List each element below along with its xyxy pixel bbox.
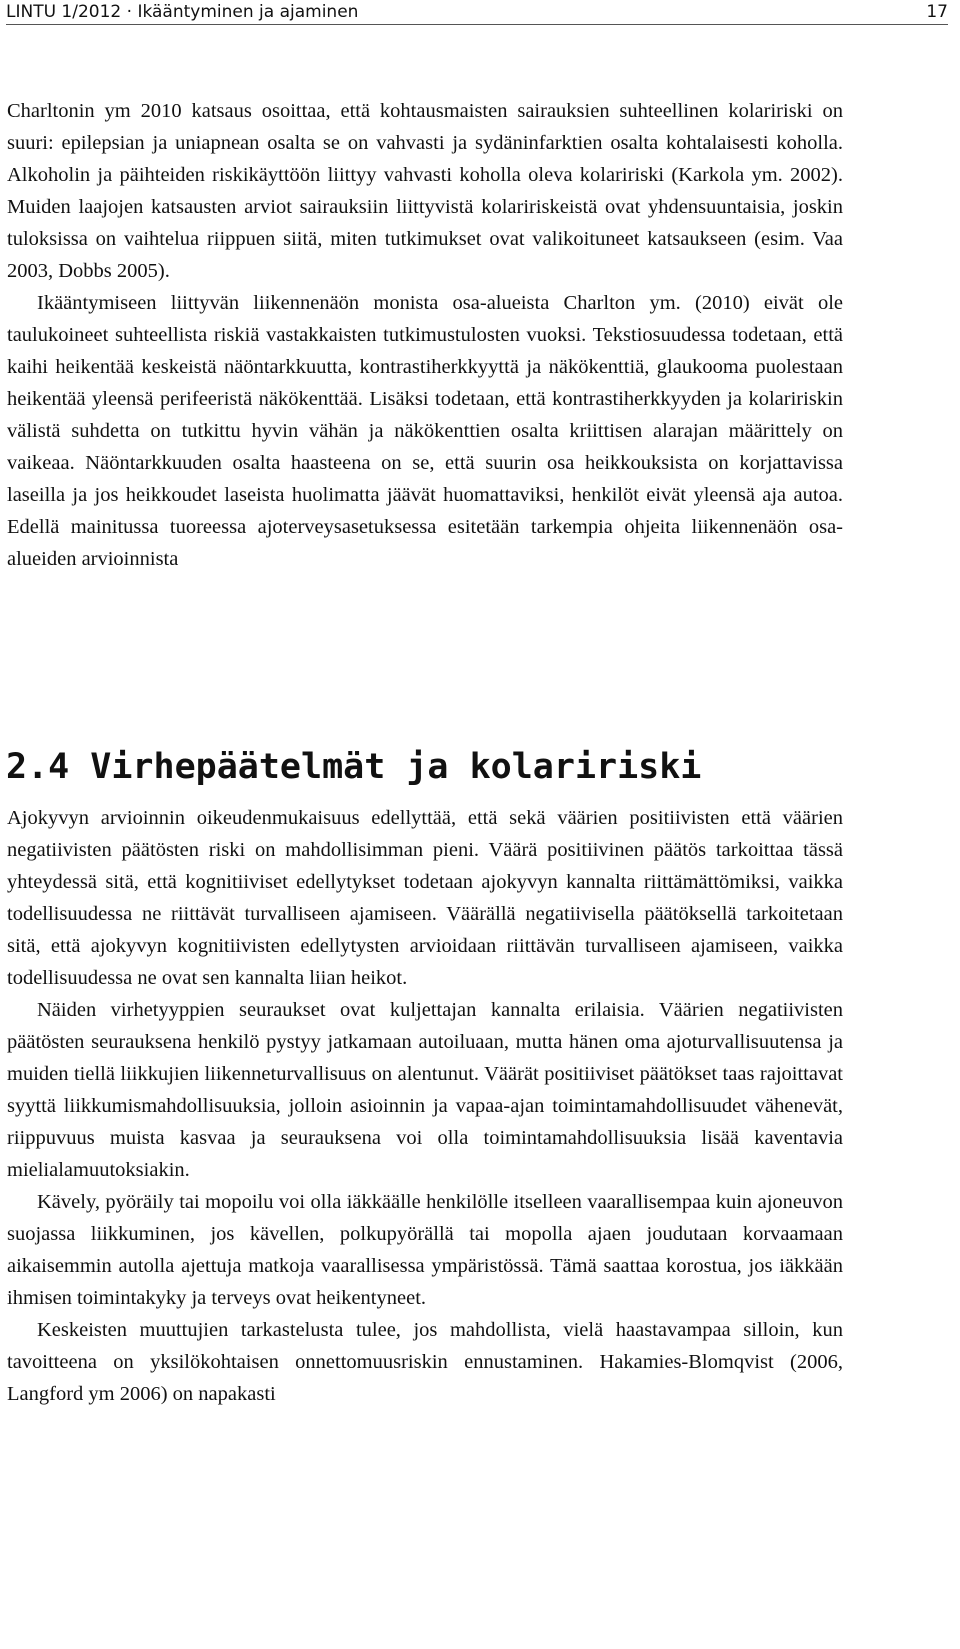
paragraph: Kävely, pyöräily tai mopoilu voi olla iäkkäälle henkilölle itselleen vaarallisempaa kuin ajoneuvon suojassa liikkuminen, jos kävellen, polkupyörällä tai mopolla ajaen joudutaan korvaamaan aikaisemmin autolla ajettuja matkoja vaarallisessa ympäristössä. Tämä saattaa korostua, jos iäkkään ihmisen toimintakyky ja terveys ovat heikentyneet. xyxy=(7,1191,843,1309)
page-number: 17 xyxy=(926,2,948,22)
body-text-top xyxy=(7,95,843,575)
paragraph: Ajokyvyn arvioinnin oikeudenmukaisuus edellyttää, että sekä väärien positiivisten että väärien negatiivisten päätösten riski on mahdollisimman pieni. Väärä positiivinen päätös tarkoittaa tässä yhteydessä sitä, että kognitiiviset edellytykset todetaan ajokyvyn kannalta riittämättömiksi, vaikka todellisuudessa ne riittävät turvalliseen ajamiseen. Väärällä negatiivisella päätöksellä tarkoitetaan sitä, että ajokyvyn kognitiivisten edellytysten arvioidaan riittävän turvalliseen ajamiseen, vaikka todellisuudessa ne ovat sen kannalta liian heikot. xyxy=(7,807,843,989)
section-heading: 2.4 Virhepäätelmät ja kolaririski xyxy=(6,747,702,787)
running-header xyxy=(6,0,948,25)
body-text-bottom xyxy=(7,802,843,1410)
paragraph: Charltonin ym 2010 katsaus osoittaa, että kohtausmaisten sairauksien suhteellinen kolaririski on suuri: epilepsian ja uniapnean osalta se on vahvasti ja sydäninfarktien osalta kohtalaisesti koholla. Alkoholin ja päihteiden riskikäyttöön liittyy vahvasti koholla oleva kolaririski (Karkola ym. 2002). Muiden laajojen katsausten arviot sairauksiin liittyvistä kolaririskeistä ovat yhdensuuntaisia, joskin tuloksissa on vaihtelua riippuen siitä, miten tutkimukset ovat valikoituneet katsaukseen (esim. Vaa 2003, Dobbs 2005). xyxy=(7,100,843,282)
running-header-title: LINTU 1/2012 · Ikääntyminen ja ajaminen xyxy=(6,2,359,22)
paragraph: Näiden virhetyyppien seuraukset ovat kuljettajan kannalta erilaisia. Väärien negatiivisten päätösten seurauksena henkilö pystyy jatkamaan autoiluaan, mutta hänen oma ajoturvallisuutensa ja muiden tiellä liikkujien liikenneturvallisuus on alentunut. Väärät positiiviset päätökset taas rajoittavat syyttä liikkumismahdollisuuksia, jolloin asioinnin ja vapaa-ajan toimintamahdollisuudet vähenevät, riippuvuus muista kasvaa ja seurauksena voi olla toimintamahdollisuuksia lisää kaventavia mielialamuutoksiakin. xyxy=(7,999,843,1181)
paragraph: Ikääntymiseen liittyvän liikennenäön monista osa-alueista Charlton ym. (2010) eivät ole taulukoineet suhteellista riskiä vastakkaisten tutkimustulosten vuoksi. Tekstiosuudessa todetaan, että kaihi heikentää keskeistä näöntarkkuutta, kontrastiherkkyyttä ja näkökenttiä, glaukooma puolestaan heikentää yleensä perifeeristä näkökenttää. Lisäksi todetaan, että kontrastiherkkyyden ja kolaririskin välistä suhdetta on tutkittu hyvin vähän ja näkökenttien osalta kriittisen alarajan määrittely on vaikeaa. Näöntarkkuuden osalta haasteena on se, että suurin osa heikkouksista on korjattavissa laseilla ja jos heikkoudet laseista huolimatta jäävät huomattaviksi, henkilöt eivät yleensä aja autoa. Edellä mainitussa tuoreessa ajoterveysasetuksessa esitetään tarkempia ohjeita liikennenäön osa-alueiden arvioinnista xyxy=(7,292,843,570)
paragraph: Keskeisten muuttujien tarkastelusta tulee, jos mahdollista, vielä haastavampaa silloin, kun tavoitteena on yksilökohtaisen onnettomuusriskin ennustaminen. Hakamies-Blomqvist (2006, Langford ym 2006) on napakasti xyxy=(7,1319,843,1405)
